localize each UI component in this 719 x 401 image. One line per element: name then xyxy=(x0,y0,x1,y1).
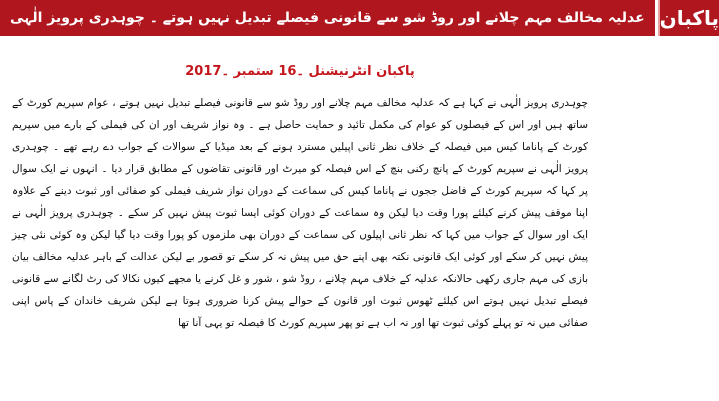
article-text: چوہدری پرویز الٰہی نے کہا ہے کہ عدلیہ مخالف مہم چلانے اور روڈ شو سے قانونی فیصلے تبدیل نہیں ہوتے ، عوام سپریم کورٹ کے ساتھ ہیں اور اس کے فیصلوں کو عوام کی مکمل تائید و حمایت حاصل ہے ۔ وہ نواز شریف اور ان کی فیملی کے بارے میں سپریم کورٹ کے پاناما کیس میں فیصلہ کے خلاف نظر ثانی اپیلیں مسترد ہونے کے بعد میڈیا کے سوالات کے جواب دے رہے تھے ۔ چوہدری پرویز الٰہی نے سپریم کورٹ کے پانچ رکنی بنچ کے اس فیصلہ کو میرٹ اور قانونی تقاضوں کے مطابق قرار دیا ۔ انہوں نے ایک سوال پر کہا کہ سپریم کورٹ کے فاضل ججوں نے پاناما کیس کی سماعت کے دوران نواز شریف فیملی کو صفائی اور ثبوت دینے کے علاوہ اپنا موقف پیش کرنے کیلئے پورا وقت دیا لیکن وہ سماعت کے دوران کوئی ایسا ثبوت پیش نہیں کر سکے ۔ چوہدری پرویز الٰہی نے ایک اور سوال کے جواب میں کہا کہ نظر ثانی اپیلوں کی سماعت کے دوران بھی ملزموں کو پورا وقت دیا گیا لیکن وہ کوئی نئی چیز پیش نہیں کر سکے اور کوئی ایک قانونی نکتہ بھی اپنے حق میں پیش نہ کر سکے تو قصور بے لیکن عدالت کے باہر عدلیہ مخالف بیان بازی کی مہم جاری رکھی حالانکہ عدلیہ کے خلاف مہم چلانے ، روڈ شو ، شور و غل کرنے یا مجھے کیوں نکالا کی رٹ لگانے سے قانونی فیصلے تبدیل نہیں ہوتے اس کیلئے ٹھوس ثبوت اور قانون کے حوالے پیش کرنا ضروری ہوتا ہے لیکن شریف خاندان کے پاس اپنی صفائی میں نہ تو پہلے کوئی ثبوت تھا اور نہ اب ہے تو پھر سپریم کورٹ کا فیصلہ تو یہی آنا تھا xyxy=(12,97,588,329)
brand-logo: پاکبان xyxy=(659,6,719,30)
brand-box xyxy=(658,0,719,36)
header-bar xyxy=(0,0,719,36)
headline-text: عدلیہ مخالف مہم چلانے اور روڈ شو سے قانونی فیصلے تبدیل نہیں ہوتے ۔ چوہدری پرویز الٰہی xyxy=(10,10,645,26)
dateline: پاکبان انٹرنیشنل ۔16 ستمبر ۔2017 xyxy=(185,64,415,79)
article-body xyxy=(12,92,588,334)
headline-banner xyxy=(0,0,658,36)
